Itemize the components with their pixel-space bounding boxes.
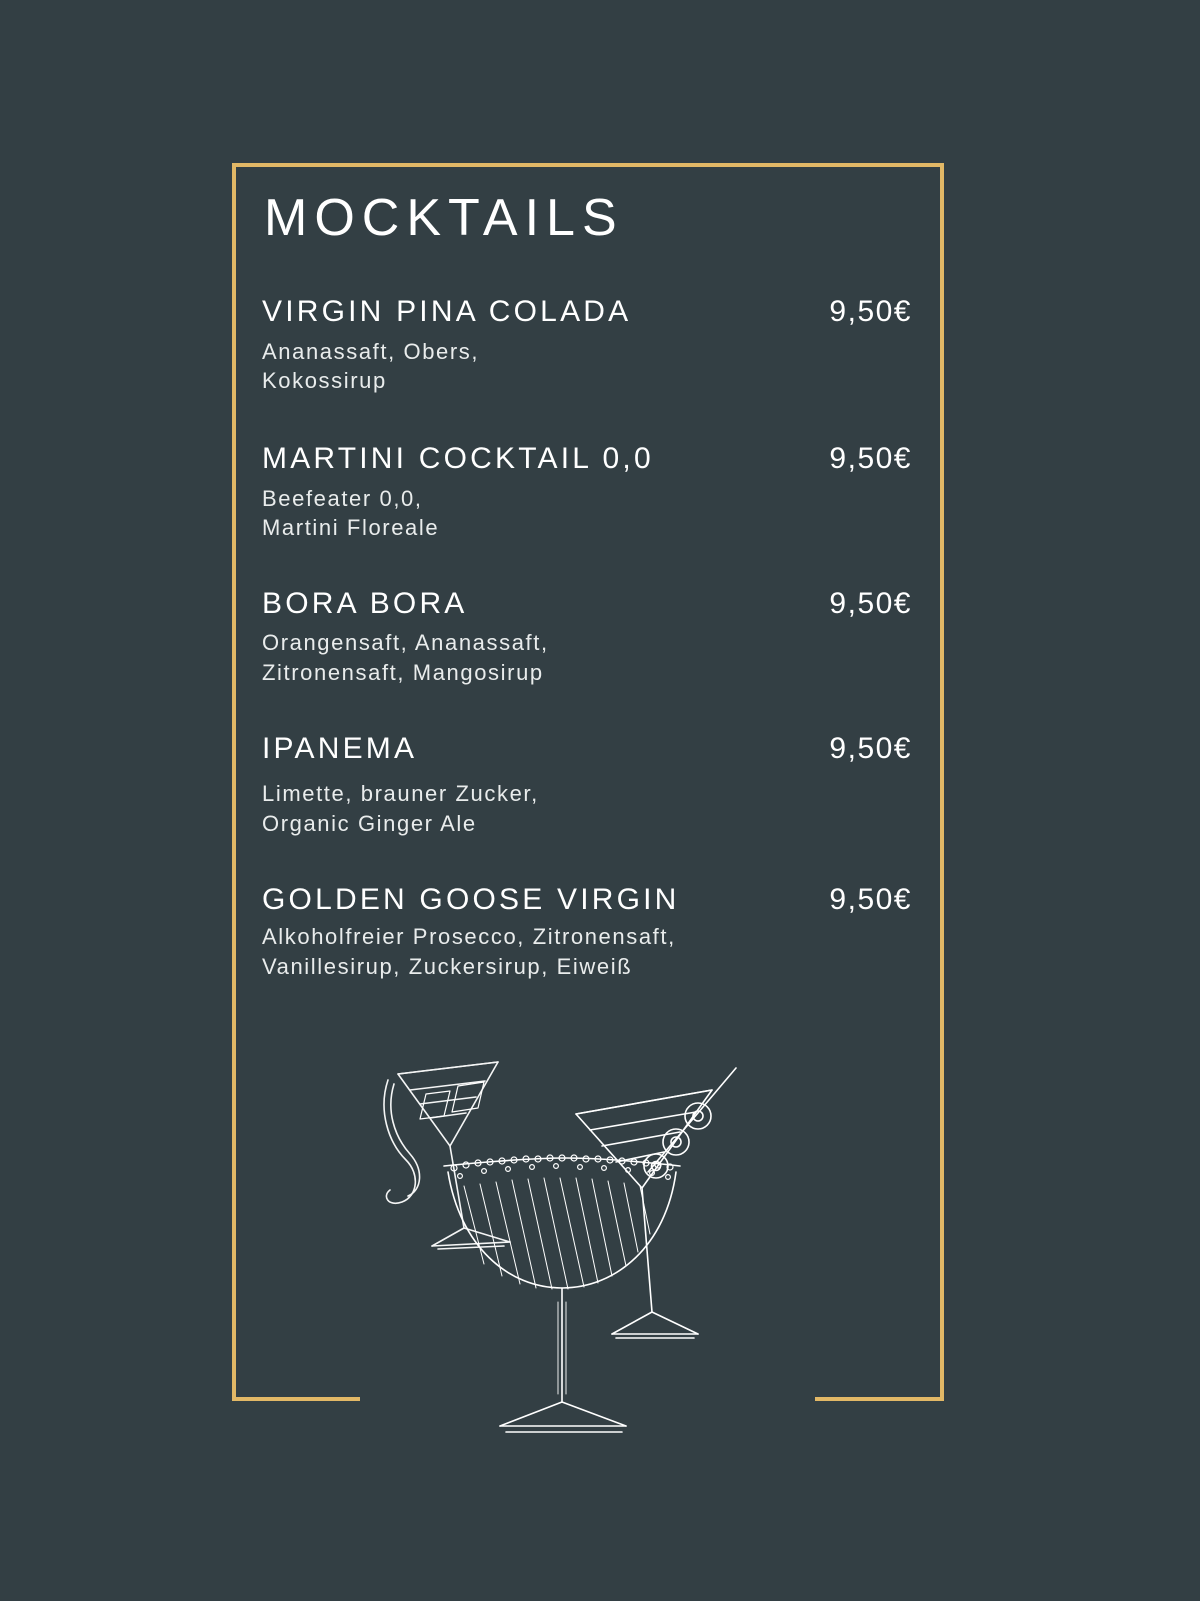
menu-item-name: MARTINI COCKTAIL 0,0: [262, 442, 654, 476]
glass-back-left: [384, 1062, 510, 1249]
menu-item: [262, 440, 912, 543]
glass-front-coupe: [444, 1155, 680, 1432]
menu-item-price: 9,50€: [829, 586, 912, 620]
page-title: MOCKTAILS: [264, 189, 624, 247]
menu-item-name: GOLDEN GOOSE VIRGIN: [262, 882, 680, 916]
menu-item: [262, 730, 912, 839]
menu-item: [262, 881, 912, 982]
menu-item-description-line: Organic Ginger Ale: [262, 811, 477, 836]
cocktail-glasses-illustration: [380, 1050, 800, 1450]
menu-item-description-line: Ananassaft, Obers,: [262, 338, 480, 364]
glass-right: [576, 1068, 736, 1338]
menu-item-description-line: Martini Floreale: [262, 515, 440, 541]
menu-item-description: [262, 628, 882, 687]
menu-item-description-line: Alkoholfreier Prosecco, Zitronensaft,: [262, 924, 676, 950]
menu-item-name: BORA BORA: [262, 586, 468, 620]
menu-item-head: [262, 293, 912, 331]
menu-item-price: 9,50€: [829, 442, 912, 476]
menu-item: [262, 293, 912, 396]
menu-item: [262, 585, 912, 688]
menu-item-name: VIRGIN PINA COLADA: [262, 295, 632, 329]
menu-content: [262, 190, 912, 1020]
menu-item-price: 9,50€: [829, 295, 912, 329]
menu-item-head: [262, 585, 912, 623]
menu-item-description-line: Vanillesirup, Zuckersirup, Eiweiß: [262, 953, 633, 979]
menu-item-price: 9,50€: [829, 882, 912, 916]
menu-item-description-line: Orangensaft, Ananassaft,: [262, 630, 549, 656]
menu-item-head: [262, 881, 912, 919]
menu-item-name: IPANEMA: [262, 731, 418, 765]
menu-item-head: [262, 440, 912, 478]
menu-item-description-line: Limette, brauner Zucker,: [262, 781, 539, 807]
menu-item-description: [262, 922, 882, 981]
menu-item-description: [262, 779, 882, 838]
menu-item-head: [262, 730, 912, 768]
menu-item-description-line: Beefeater 0,0,: [262, 485, 423, 511]
menu-item-description: [262, 484, 882, 543]
menu-item-description-line: Kokossirup: [262, 368, 387, 394]
menu-item-description-line: Zitronensaft, Mangosirup: [262, 660, 544, 686]
menu-item-description: [262, 337, 882, 396]
menu-item-price: 9,50€: [829, 731, 912, 765]
